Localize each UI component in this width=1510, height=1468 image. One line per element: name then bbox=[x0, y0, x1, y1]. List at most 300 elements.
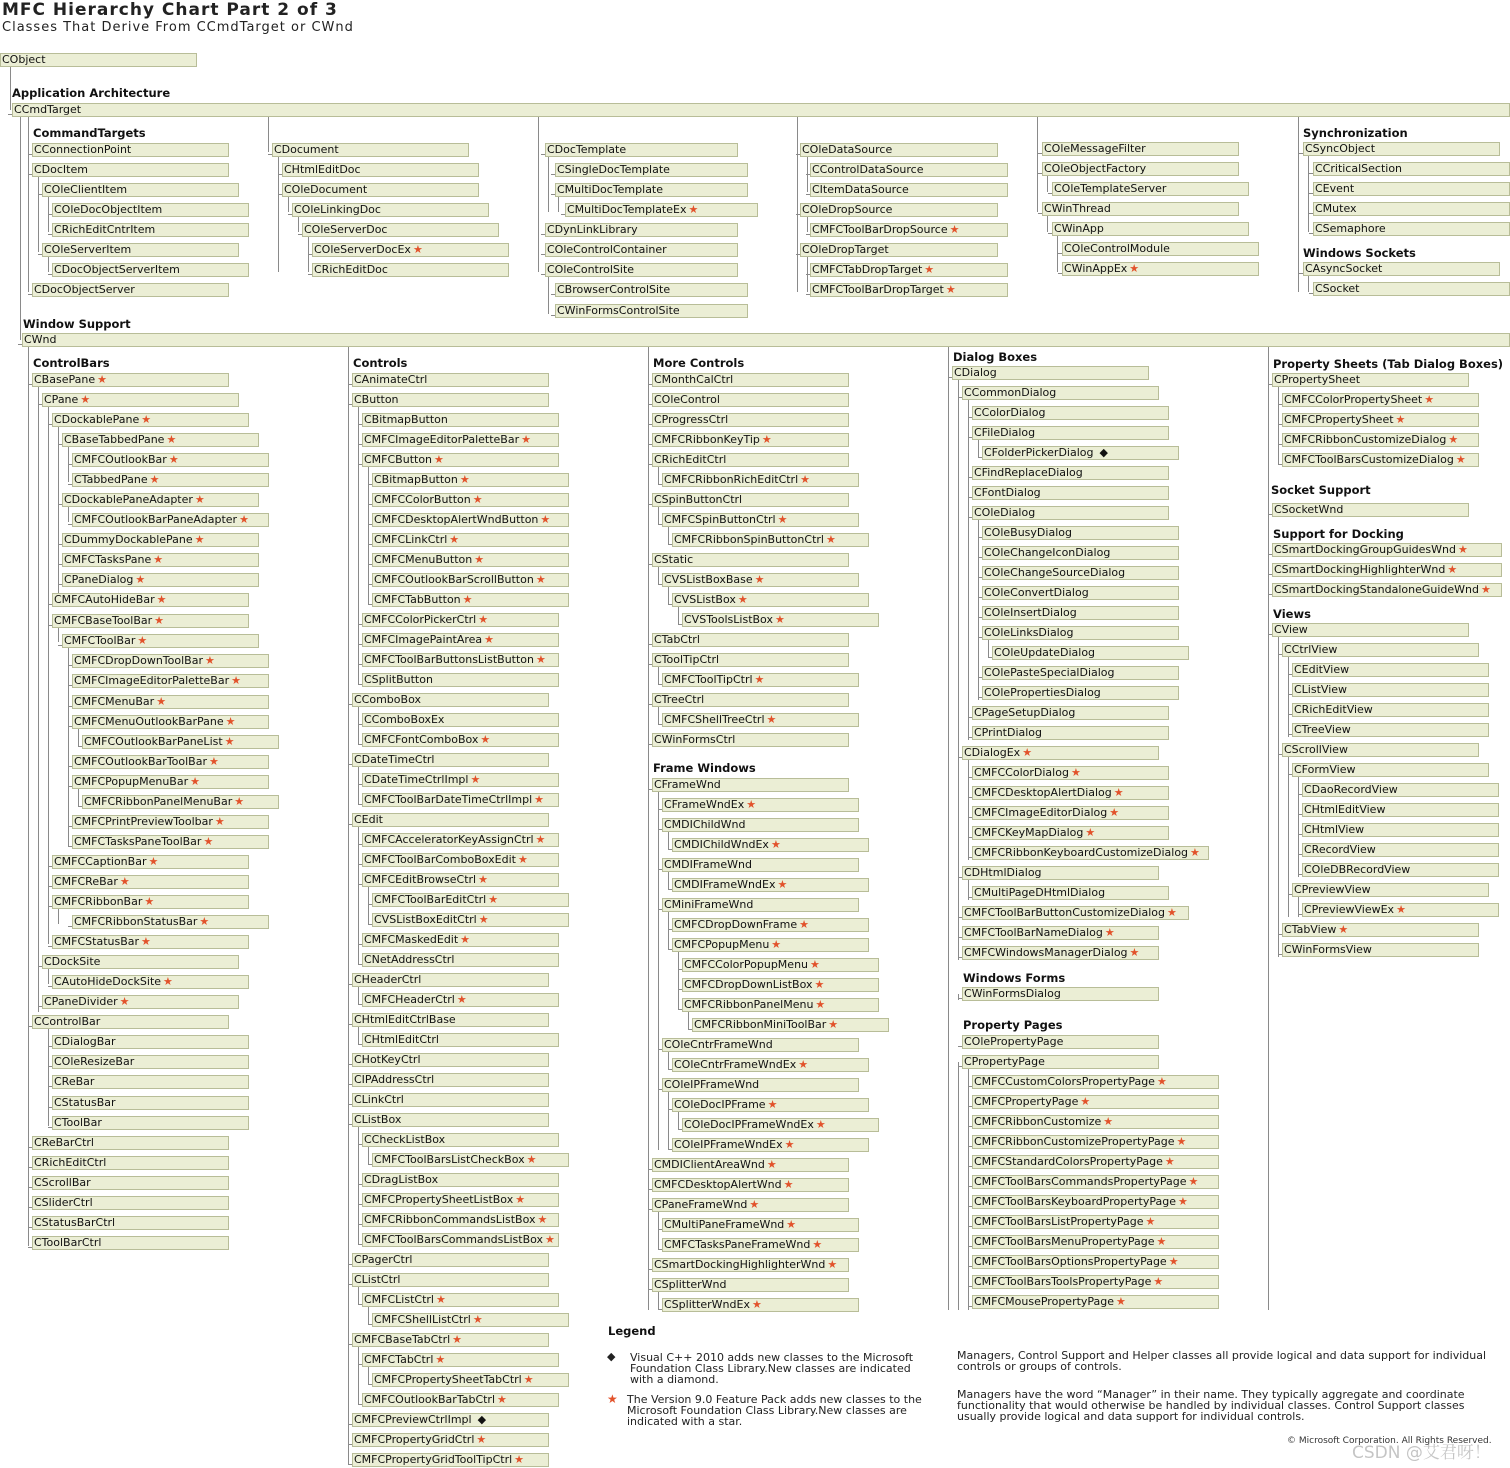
star-icon: ★ bbox=[1168, 1255, 1179, 1268]
connector-line bbox=[958, 1062, 959, 1310]
class-node-cmfcribbonpanelmenubar bbox=[82, 795, 279, 809]
class-node-cmfcpopupmenubar bbox=[72, 775, 269, 789]
star-icon: ★ bbox=[205, 654, 215, 667]
class-node-cpaneframewnd bbox=[652, 1198, 849, 1212]
class-node-ccontrolbar bbox=[32, 1015, 229, 1029]
star-icon: ★ bbox=[497, 1393, 507, 1406]
class-name: CListBox bbox=[354, 1113, 402, 1126]
class-name: COleMessageFilter bbox=[1044, 142, 1146, 155]
class-name: CMFCRibbonStatusBar bbox=[74, 915, 198, 928]
star-icon: ★ bbox=[777, 513, 788, 526]
class-name: CMFCToolBarEditCtrl bbox=[374, 893, 487, 906]
class-node-cconnectionpoint bbox=[32, 143, 229, 157]
class-node-cbasepane bbox=[32, 373, 229, 387]
section-heading-windows-sockets: Windows Sockets bbox=[1303, 246, 1416, 260]
class-node-cmfceditbrowsectrl bbox=[362, 873, 559, 887]
star-icon: ★ bbox=[460, 933, 471, 946]
class-node-cmfctoolbarnamedialog bbox=[962, 926, 1159, 940]
connector-line bbox=[1288, 750, 1289, 917]
class-node-coletemplateserver bbox=[1052, 182, 1249, 196]
star-icon: ★ bbox=[1022, 746, 1033, 759]
class-name: CMFCBaseTabCtrl bbox=[354, 1333, 451, 1346]
class-node-ctreectrl bbox=[652, 693, 849, 707]
class-name: CMFCColorPropertySheet bbox=[1284, 393, 1423, 406]
class-node-coleipframewnd bbox=[662, 1078, 859, 1092]
class-node-cframewnd bbox=[652, 778, 849, 792]
class-node-cmfcribbonkeyboardcustomizedialog bbox=[972, 846, 1209, 860]
class-name: CTreeView bbox=[1294, 723, 1351, 736]
class-node-ctabctrl bbox=[652, 633, 849, 647]
class-node-chotkeyctrl bbox=[352, 1053, 549, 1067]
class-node-coledocument bbox=[282, 183, 479, 197]
star-icon: ★ bbox=[607, 1392, 618, 1406]
connector-line bbox=[1268, 347, 1269, 1310]
star-icon: ★ bbox=[815, 1118, 826, 1131]
star-icon: ★ bbox=[135, 573, 146, 586]
class-name: CRichEditCtrl bbox=[34, 1156, 107, 1169]
class-name: CMFCMenuBar bbox=[74, 695, 155, 708]
class-name: CMFCTasksPane bbox=[64, 553, 152, 566]
class-name: CMFCOutlookBarTabCtrl bbox=[364, 1393, 496, 1406]
star-icon: ★ bbox=[827, 1258, 838, 1271]
chart-subtitle: Classes That Derive From CCmdTarget or CWnd bbox=[2, 20, 354, 35]
class-name: CMFCStatusBar bbox=[54, 935, 140, 948]
class-node-coleserverdoc bbox=[302, 223, 499, 237]
connector-line bbox=[1308, 150, 1309, 232]
star-icon: ★ bbox=[1116, 1295, 1126, 1308]
class-name: CMFCKeyMapDialog bbox=[974, 826, 1084, 839]
class-node-coleserverdocex bbox=[312, 243, 509, 257]
class-node-cwinthread bbox=[1042, 202, 1239, 216]
star-icon: ★ bbox=[767, 1098, 778, 1111]
class-node-cspinbuttonctrl bbox=[652, 493, 849, 507]
class-node-cmfckeymapdialog bbox=[972, 826, 1169, 840]
class-name: CComboBox bbox=[354, 693, 421, 706]
connector-line bbox=[48, 400, 49, 944]
class-name: CMDIChildWndEx bbox=[674, 838, 769, 851]
class-name: CPreviewViewEx bbox=[1304, 903, 1395, 916]
class-node-cevent bbox=[1313, 182, 1510, 196]
class-name: CMFCSpinButtonCtrl bbox=[664, 513, 776, 526]
connector-line bbox=[1278, 380, 1279, 465]
section-heading-synchronization: Synchronization bbox=[1303, 126, 1408, 140]
star-icon: ★ bbox=[231, 674, 241, 687]
class-node-crebarctrl bbox=[32, 1136, 229, 1150]
section-heading-property-sheets-tab-dialog-boxes: Property Sheets (Tab Dialog Boxes) bbox=[1273, 357, 1504, 371]
class-node-cmfctabdroptarget bbox=[810, 263, 1008, 277]
class-name: CMFCToolBarDropSource bbox=[812, 223, 948, 236]
class-name: COleServerDocEx bbox=[314, 243, 411, 256]
class-node-cvslistboxbase bbox=[662, 573, 859, 587]
class-node-csliderctrl bbox=[32, 1196, 229, 1210]
star-icon: ★ bbox=[754, 573, 765, 586]
class-node-colelinksdialog bbox=[982, 626, 1179, 640]
class-name: CMFCToolBarsCommandsPropertyPage bbox=[974, 1175, 1187, 1188]
star-icon: ★ bbox=[783, 1178, 794, 1191]
class-node-cmfcprintpreviewtoolbar bbox=[72, 815, 269, 829]
class-node-cwinapp bbox=[1052, 222, 1249, 236]
class-name: CCriticalSection bbox=[1315, 162, 1403, 175]
class-node-cmdiframewndex bbox=[672, 878, 869, 892]
class-name: CMultiPaneFrameWnd bbox=[664, 1218, 785, 1231]
class-name: COleResizeBar bbox=[54, 1055, 135, 1068]
class-node-cbutton bbox=[352, 393, 549, 407]
star-icon: ★ bbox=[478, 913, 489, 926]
class-name: COleControlModule bbox=[1064, 242, 1170, 255]
class-node-cprogressctrl bbox=[652, 413, 849, 427]
class-name: CMFCHeaderCtrl bbox=[364, 993, 455, 1006]
class-name: CSemaphore bbox=[1315, 222, 1386, 235]
class-name: CMFCFontComboBox bbox=[364, 733, 479, 746]
class-node-cmultidoctemplateex bbox=[565, 203, 758, 217]
class-name: COleDocIPFrameWndEx bbox=[684, 1118, 814, 1131]
class-node-cheaderctrl bbox=[352, 973, 549, 987]
class-node-cmfctoolbarstoolspropertypage bbox=[972, 1275, 1219, 1289]
class-node-csmartdockinghighlighterwnd bbox=[652, 1258, 849, 1272]
star-icon: ★ bbox=[1104, 926, 1115, 939]
class-node-cmfcpropertypage bbox=[972, 1095, 1219, 1109]
class-node-colemessagefilter bbox=[1042, 142, 1239, 156]
class-name: CControlBar bbox=[34, 1015, 101, 1028]
class-node-cdockablepaneadapter bbox=[62, 493, 259, 507]
star-icon: ★ bbox=[203, 835, 214, 848]
class-node-cmfccolorbutton bbox=[372, 493, 569, 507]
class-node-cmfcribbonstatusbar bbox=[72, 915, 269, 929]
class-node-cmfcoutlookbarpaneadapter bbox=[72, 513, 269, 527]
star-icon: ★ bbox=[536, 653, 546, 666]
class-node-cmfctoolbarsmenupropertypage bbox=[972, 1235, 1219, 1249]
class-name: CDocTemplate bbox=[547, 143, 627, 156]
class-node-cmfcautohidebar bbox=[52, 593, 249, 607]
connector-line bbox=[358, 1120, 359, 1244]
class-node-cfontdialog bbox=[972, 486, 1169, 500]
class-node-ccmdtarget bbox=[12, 103, 1510, 117]
class-name: CListView bbox=[1294, 683, 1348, 696]
legend-heading: Legend bbox=[608, 1324, 656, 1338]
class-node-cmfcshelllistctrl bbox=[372, 1313, 569, 1327]
class-name: CMFCButton bbox=[364, 453, 433, 466]
connector-line bbox=[1037, 117, 1038, 212]
star-icon: ★ bbox=[766, 713, 777, 726]
class-name: CFolderPickerDialog bbox=[984, 446, 1094, 459]
class-name: CVSToolsListBox bbox=[684, 613, 773, 626]
class-node-cmfcbasetoolbar bbox=[52, 614, 249, 628]
class-name: CMFCImagePaintArea bbox=[364, 633, 483, 646]
star-icon: ★ bbox=[209, 755, 219, 768]
class-node-cminiframewnd bbox=[662, 898, 859, 912]
class-name: CMFCPreviewCtrlImpl bbox=[354, 1413, 472, 1426]
class-node-cdockablepane bbox=[52, 413, 249, 427]
class-node-cmfctoolbarcomboboxedit bbox=[362, 853, 559, 867]
class-node-cmfccolorpopupmenu bbox=[682, 958, 879, 972]
class-node-cmonthcalctrl bbox=[652, 373, 849, 387]
star-icon: ★ bbox=[80, 393, 91, 406]
class-node-cmfccaptionbar bbox=[52, 855, 249, 869]
class-node-cmfcribbonkeytip bbox=[652, 433, 849, 447]
class-node-cmultidoctemplate bbox=[555, 183, 748, 197]
class-node-cmfcoutlookbarscrollbutton bbox=[372, 573, 569, 587]
connector-line bbox=[548, 150, 549, 212]
class-node-ccombobox bbox=[352, 693, 549, 707]
connector-line bbox=[38, 170, 39, 252]
connector-line bbox=[278, 150, 279, 272]
class-node-cmfcribboncustomizepropertypage bbox=[972, 1135, 1219, 1149]
class-node-cdatetimectrl bbox=[352, 753, 549, 767]
class-name: CMFCToolBarButtonCustomizeDialog bbox=[964, 906, 1165, 919]
class-node-cdhtmldialog bbox=[962, 866, 1159, 880]
class-node-csemaphore bbox=[1313, 222, 1510, 236]
class-node-cmfcdesktopalertdialog bbox=[972, 786, 1169, 800]
class-name: COlePasteSpecialDialog bbox=[984, 666, 1115, 679]
class-node-cvslistboxeditctrl bbox=[372, 913, 569, 927]
class-name: CMFCRibbonSpinButtonCtrl bbox=[674, 533, 824, 546]
class-node-cdocitem bbox=[32, 163, 229, 177]
class-name: CMFCWindowsManagerDialog bbox=[964, 946, 1128, 959]
class-node-cview bbox=[1272, 623, 1469, 637]
star-icon: ★ bbox=[1080, 1095, 1091, 1108]
class-node-cmfcribbonricheditctrl bbox=[662, 473, 859, 487]
class-name: CMFCToolBarsToolsPropertyPage bbox=[974, 1275, 1152, 1288]
class-name: CMFCToolBarsListPropertyPage bbox=[974, 1215, 1144, 1228]
star-icon: ★ bbox=[225, 715, 236, 728]
star-icon: ★ bbox=[945, 283, 956, 296]
section-heading-frame-windows: Frame Windows bbox=[653, 761, 756, 775]
class-name: CDHtmlDialog bbox=[964, 866, 1042, 879]
class-node-csplitbutton bbox=[362, 673, 559, 687]
class-name: COleDropTarget bbox=[802, 243, 889, 256]
class-node-csingledoctemplate bbox=[555, 163, 748, 177]
connector-line bbox=[78, 788, 79, 806]
class-node-cpanedialog bbox=[62, 573, 259, 587]
class-name: CHotKeyCtrl bbox=[354, 1053, 421, 1066]
class-name: CBaseTabbedPane bbox=[64, 433, 165, 446]
class-node-cmfcdropdownlistbox bbox=[682, 978, 879, 992]
class-name: CMFCPopupMenuBar bbox=[74, 775, 189, 788]
class-name: COleIPFrameWnd bbox=[664, 1078, 760, 1091]
star-icon: ★ bbox=[800, 473, 811, 486]
class-name: CAnimateCtrl bbox=[354, 373, 428, 386]
class-name: CMDIChildWnd bbox=[664, 818, 746, 831]
class-name: CDocObjectServerItem bbox=[54, 263, 180, 276]
class-name: CMFCAutoHideBar bbox=[54, 593, 155, 606]
star-icon: ★ bbox=[688, 203, 699, 216]
class-node-colechangesourcedialog bbox=[982, 566, 1179, 580]
star-icon: ★ bbox=[166, 433, 177, 446]
class-name: CMFCRibbonCustomizeDialog bbox=[1284, 433, 1447, 446]
class-node-cstatusbarctrl bbox=[32, 1216, 229, 1230]
connector-line bbox=[68, 640, 69, 846]
class-name: CDockSite bbox=[44, 955, 101, 968]
class-name: CWinThread bbox=[1044, 202, 1111, 215]
section-heading-window-support: Window Support bbox=[23, 317, 131, 331]
class-name: CDialogEx bbox=[964, 746, 1021, 759]
star-icon: ★ bbox=[514, 1453, 525, 1466]
class-name: CMFCRibbonCustomizePropertyPage bbox=[974, 1135, 1175, 1148]
legend-diamond-text: Visual C++ 2010 adds new classes to the Microsoft Foundation Class Library.New classes are indicated with a diamond. bbox=[630, 1351, 914, 1386]
class-node-cvslistbox bbox=[672, 593, 869, 607]
class-node-cdocobjectserver bbox=[32, 283, 229, 297]
star-icon: ★ bbox=[156, 695, 167, 708]
class-name: CToolTipCtrl bbox=[654, 653, 720, 666]
class-name: COleCntrFrameWnd bbox=[664, 1038, 773, 1051]
class-node-cmfcbutton bbox=[362, 453, 559, 467]
class-node-cedit bbox=[352, 813, 549, 827]
class-name: CMFCPropertyPage bbox=[974, 1095, 1079, 1108]
connector-line bbox=[358, 1340, 359, 1404]
class-name: COleLinksDialog bbox=[984, 626, 1074, 639]
connector-line bbox=[368, 460, 369, 604]
star-icon: ★ bbox=[449, 533, 460, 546]
section-heading-views: Views bbox=[1273, 607, 1311, 621]
star-icon: ★ bbox=[194, 493, 205, 506]
class-node-cautohidedocksite bbox=[52, 975, 249, 989]
legend-note-control-support: Managers have the word “Manager” in their name. They typically aggregate and coordinate functionality that would otherwise be handled by individual classes. Control Support classes usually provide logical and data support for individual controls. bbox=[957, 1388, 1465, 1423]
class-name: CCmdTarget bbox=[14, 103, 82, 116]
connector-line bbox=[1278, 630, 1279, 957]
class-node-cscrollview bbox=[1282, 743, 1479, 757]
class-node-cbitmapbutton bbox=[372, 473, 569, 487]
class-node-cmfcimagepaintarea bbox=[362, 633, 559, 647]
class-name: CSocketWnd bbox=[1274, 503, 1344, 516]
class-name: CRichEditCntrItem bbox=[54, 223, 156, 236]
class-node-cdraglistbox bbox=[362, 1173, 559, 1187]
star-icon: ★ bbox=[474, 553, 485, 566]
class-name: COleTemplateServer bbox=[1054, 182, 1167, 195]
star-icon: ★ bbox=[472, 493, 483, 506]
star-icon: ★ bbox=[478, 873, 488, 886]
section-heading-commandtargets: CommandTargets bbox=[33, 126, 146, 140]
class-node-cmfcribboncustomizedialog bbox=[1282, 433, 1479, 447]
class-node-cbitmapbutton bbox=[362, 413, 559, 427]
star-icon: ★ bbox=[1396, 903, 1406, 916]
star-icon: ★ bbox=[452, 1333, 463, 1346]
star-icon: ★ bbox=[1177, 1195, 1188, 1208]
class-node-cpreviewviewex bbox=[1302, 903, 1499, 917]
class-node-cdialog bbox=[952, 366, 1149, 380]
class-name: CHtmlEditDoc bbox=[284, 163, 361, 176]
connector-line bbox=[648, 347, 649, 1310]
star-icon: ★ bbox=[754, 673, 765, 686]
class-name: CMFCCustomColorsPropertyPage bbox=[974, 1075, 1155, 1088]
class-name: CMDIFrameWnd bbox=[664, 858, 752, 871]
class-name: CRecordView bbox=[1304, 843, 1376, 856]
class-name: CPane bbox=[44, 393, 79, 406]
class-node-clistbox bbox=[352, 1113, 549, 1127]
class-node-cmfcribbonspinbuttonctrl bbox=[672, 533, 869, 547]
class-node-cwinappex bbox=[1062, 262, 1259, 276]
class-name: CVSListBoxBase bbox=[664, 573, 753, 586]
class-node-colecontrolcontainer bbox=[545, 243, 738, 257]
star-icon: ★ bbox=[119, 875, 130, 888]
class-node-crecordview bbox=[1302, 843, 1499, 857]
class-node-cricheditcntritem bbox=[52, 223, 249, 237]
class-name: CMFCRibbonPanelMenuBar bbox=[84, 795, 233, 808]
star-icon: ★ bbox=[777, 878, 788, 891]
class-node-cmfctoolbardropsource bbox=[810, 223, 1008, 237]
class-node-cmfcribbonminitoolbar bbox=[692, 1018, 889, 1032]
star-icon: ★ bbox=[1109, 806, 1120, 819]
class-name: CFormView bbox=[1294, 763, 1356, 776]
class-node-cctrlview bbox=[1282, 643, 1479, 657]
class-name: CMDIClientAreaWnd bbox=[654, 1158, 765, 1171]
class-name: CMFCDropDownToolBar bbox=[74, 654, 203, 667]
connector-line bbox=[78, 728, 79, 746]
class-name: CSpinButtonCtrl bbox=[654, 493, 743, 506]
class-node-cmfcbasetabctrl bbox=[352, 1333, 549, 1347]
class-name: COleDataSource bbox=[802, 143, 893, 156]
class-name: CDateTimeCtrlImpl bbox=[364, 773, 469, 786]
class-name: CMultiPageDHtmlDialog bbox=[974, 886, 1106, 899]
class-name: CHtmlView bbox=[1304, 823, 1365, 836]
class-name: CDocument bbox=[274, 143, 339, 156]
connector-line bbox=[348, 347, 349, 1464]
class-name: CAutoHideDockSite bbox=[54, 975, 162, 988]
star-icon: ★ bbox=[97, 373, 107, 386]
class-node-cdaorecordview bbox=[1302, 783, 1499, 797]
star-icon: ★ bbox=[434, 453, 444, 466]
class-node-cwinformscontrolsite bbox=[555, 304, 748, 318]
class-name: CMFCToolBar bbox=[64, 634, 136, 647]
class-name: CSliderCtrl bbox=[34, 1196, 93, 1209]
connector-line bbox=[797, 117, 798, 292]
class-name: CMFCRibbonCustomize bbox=[974, 1115, 1102, 1128]
class-name: CMutex bbox=[1315, 202, 1357, 215]
star-icon: ★ bbox=[545, 1233, 555, 1246]
class-name: CMFCTasksPaneFrameWnd bbox=[664, 1238, 811, 1251]
class-node-cwinformsctrl bbox=[652, 733, 849, 747]
class-name: CCommonDialog bbox=[964, 386, 1057, 399]
class-name: CMFCRibbonPanelMenu bbox=[684, 998, 814, 1011]
class-name: CMFCColorDialog bbox=[974, 766, 1069, 779]
class-name: CSocket bbox=[1315, 282, 1360, 295]
class-node-cmfcribboncustomize bbox=[972, 1115, 1219, 1129]
star-icon: ★ bbox=[459, 473, 470, 486]
class-name: CPaneFrameWnd bbox=[654, 1198, 748, 1211]
class-node-cnetaddressctrl bbox=[362, 953, 559, 967]
class-node-colecontrolsite bbox=[545, 263, 738, 277]
star-icon: ★ bbox=[523, 1373, 534, 1386]
class-node-cmfctoolbarscustomizedialog bbox=[1282, 453, 1479, 467]
star-icon: ★ bbox=[540, 513, 551, 526]
connector-line bbox=[968, 753, 969, 860]
class-name: CMFCOutlookBarPaneAdapter bbox=[74, 513, 238, 526]
star-icon: ★ bbox=[1113, 786, 1124, 799]
class-name: COleUpdateDialog bbox=[994, 646, 1096, 659]
class-name: CFrameWndEx bbox=[664, 798, 745, 811]
class-name: CMFCColorPopupMenu bbox=[684, 958, 809, 971]
class-node-cmfctoolbarbuttonslistbutton bbox=[362, 653, 559, 667]
class-node-cmfcspinbuttonctrl bbox=[662, 513, 859, 527]
class-name: CPagerCtrl bbox=[354, 1253, 413, 1266]
class-name: CListCtrl bbox=[354, 1273, 401, 1286]
diamond-icon: ◆ bbox=[607, 1350, 616, 1363]
class-node-cmfcoutlookbartoolbar bbox=[72, 755, 269, 769]
class-node-chtmleditview bbox=[1302, 803, 1499, 817]
star-icon: ★ bbox=[1457, 543, 1468, 556]
class-node-cmfcpropertysheet bbox=[1282, 413, 1479, 427]
class-node-cmfcimageeditorpalettebar bbox=[72, 674, 269, 688]
class-node-cwnd bbox=[22, 333, 1510, 347]
class-name: CMFCRibbonKeyboardCustomizeDialog bbox=[974, 846, 1189, 859]
class-node-clistview bbox=[1292, 683, 1489, 697]
class-name: COleDocIPFrame bbox=[674, 1098, 766, 1111]
class-name: CControlDataSource bbox=[812, 163, 924, 176]
star-icon: ★ bbox=[535, 573, 546, 586]
class-node-cmdiframewnd bbox=[662, 858, 859, 872]
class-node-cobject bbox=[0, 53, 197, 67]
class-name: CMFCOutlookBar bbox=[74, 453, 167, 466]
class-name: CDialogBar bbox=[54, 1035, 116, 1048]
